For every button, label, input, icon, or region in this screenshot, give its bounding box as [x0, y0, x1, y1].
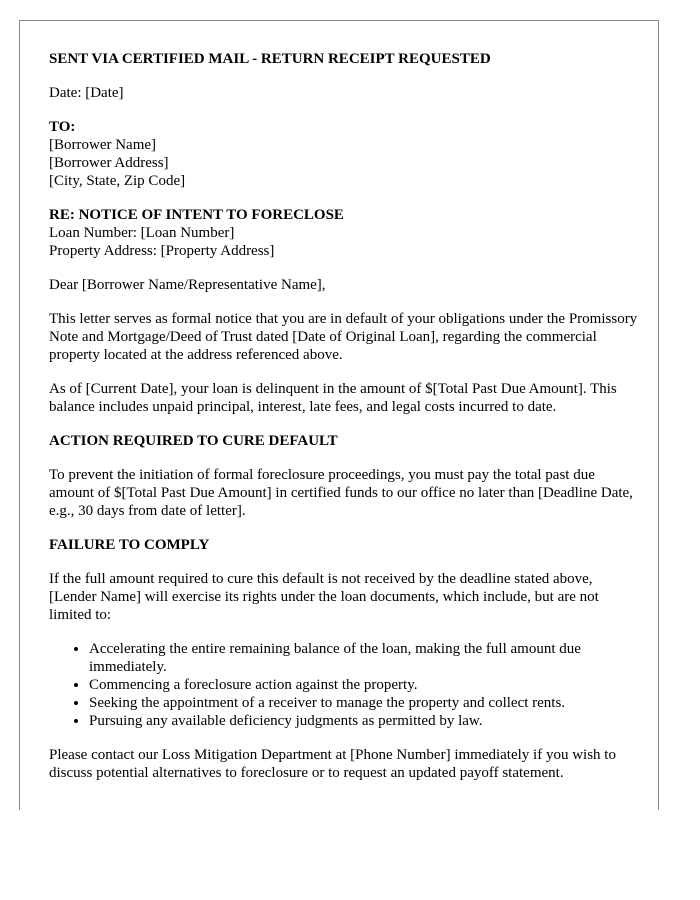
subject-block [49, 206, 641, 260]
closing-paragraph: Please contact our Loss Mitigation Department at [Phone Number] immediately if you wish to discuss potential alternatives to foreclosure or to request an updated payoff statement. [49, 747, 616, 781]
cure-paragraph: To prevent the initiation of formal foreclosure proceedings, you must pay the total past due amount of $[Total Past Due Amount] in certified funds to our office no later than [Deadline Date, e.g., 30 days from date of letter]. [49, 467, 633, 519]
property-address: Property Address: [Property Address] [49, 243, 275, 259]
borrower-city-state-zip: [City, State, Zip Code] [49, 173, 186, 189]
list-item: • Commencing a foreclosure action against the property. [89, 676, 641, 694]
default-notice-paragraph: This letter serves as formal notice that you are in default of your obligations under the Promissory Note and Mortgage/Deed of Trust dated [Date of Original Loan], regarding the commercial property located at the address referenced above. [49, 311, 638, 363]
list-item: • Pursuing any available deficiency judgments as permitted by law. [89, 712, 641, 730]
letter-page [19, 20, 659, 810]
cure-heading: ACTION REQUIRED TO CURE DEFAULT [49, 433, 338, 449]
recipient-block [49, 118, 641, 190]
subject-line: RE: NOTICE OF INTENT TO FORECLOSE [49, 207, 344, 223]
borrower-address: [Borrower Address] [49, 155, 169, 171]
remedies-list [49, 640, 641, 730]
mail-notice: SENT VIA CERTIFIED MAIL - RETURN RECEIPT REQUESTED [49, 51, 491, 67]
failure-heading: FAILURE TO COMPLY [49, 537, 210, 553]
salutation: Dear [Borrower Name/Representative Name], [49, 277, 326, 293]
failure-paragraph: If the full amount required to cure this default is not received by the deadline stated above, [Lender Name] will exercise its rights under the loan documents, which include, but are not limited to: [49, 571, 599, 623]
list-item: • Accelerating the entire remaining balance of the loan, making the full amount due immediately. [89, 640, 641, 676]
letter-body [49, 50, 641, 798]
to-label: TO: [49, 119, 76, 135]
list-item: • Seeking the appointment of a receiver to manage the property and collect rents. [89, 694, 641, 712]
borrower-name: [Borrower Name] [49, 137, 157, 153]
delinquency-paragraph: As of [Current Date], your loan is delinquent in the amount of $[Total Past Due Amount]. This balance includes unpaid principal, interest, late fees, and legal costs incurred to date. [49, 381, 617, 415]
date-line: Date: [Date] [49, 85, 124, 101]
loan-number: Loan Number: [Loan Number] [49, 225, 235, 241]
